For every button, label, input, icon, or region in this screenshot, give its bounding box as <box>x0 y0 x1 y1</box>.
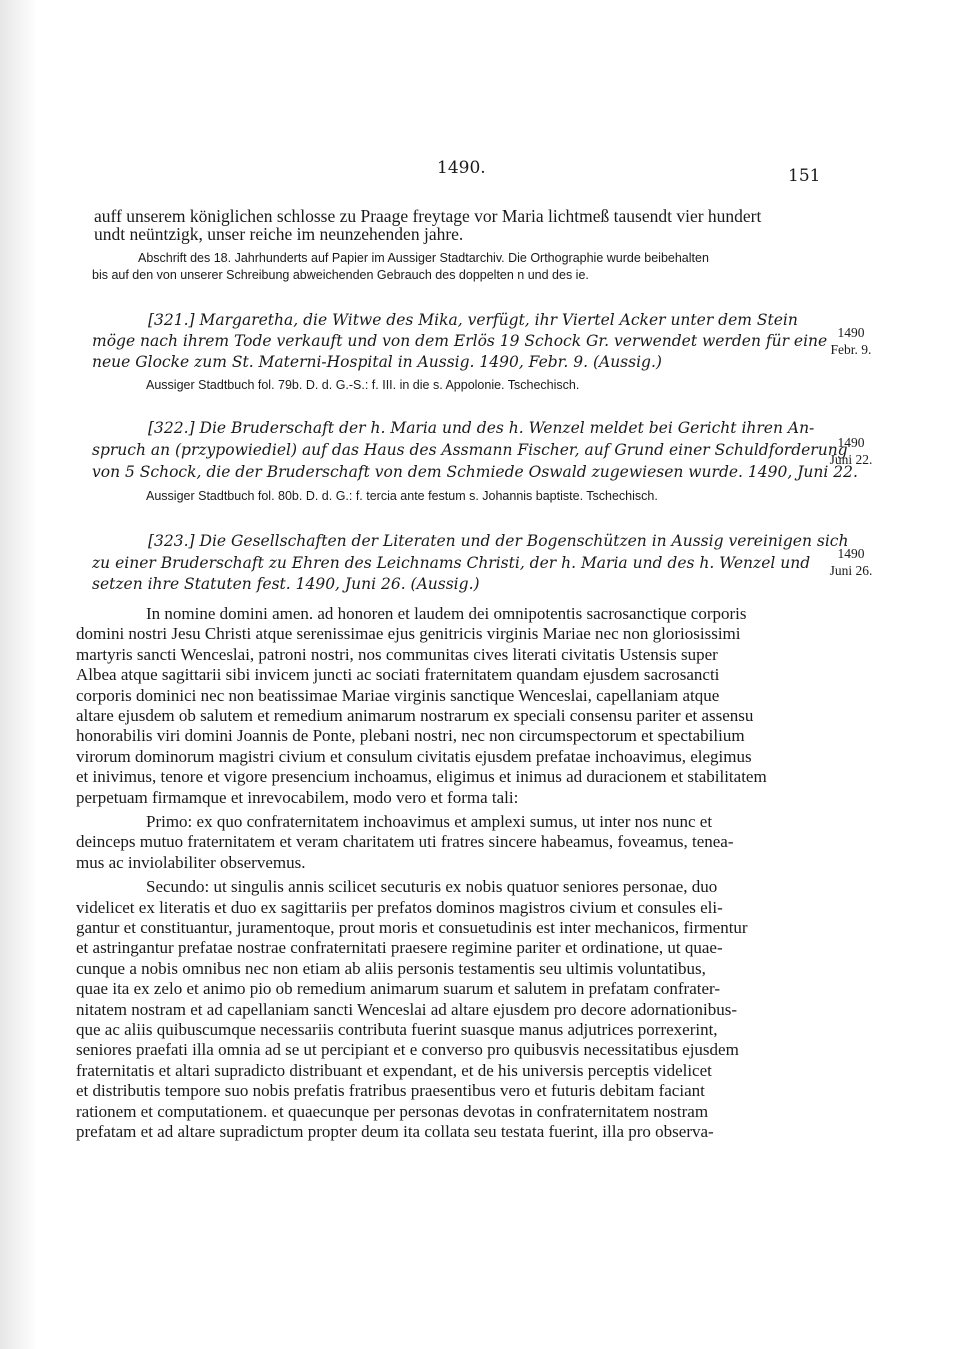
intro-line: auff unserem königlichen schlosse zu Praage freytage vor Maria lichtmeß tausendt vier hundert <box>94 206 762 226</box>
statute-line: deinceps mutuo fraternitatem et veram charitatem uti fratres sincere habeamus, foveamus, tenea- <box>76 832 734 852</box>
statute-line: honorabilis viri domini Joannis de Ponte, plebani nostri, nec non circumspectorum et spectabilium <box>76 726 745 746</box>
statute-line: quae ita ex zelo et animo pio ob remedium animarum suarum et salutem in prefatam confrater- <box>76 979 720 999</box>
statute-line: fraternitatis et altari supradicto distribuant et expendant, et de his universis perceptis videlicet <box>76 1060 712 1080</box>
entry-321-line: neue Glocke zum St. Materni-Hospital in Aussig. 1490, Febr. 9. (Aussig.) <box>92 353 662 371</box>
statute-line: et astringantur prefatae nostrae confraternitati praesere regimine pariter et ordinatione, ut quae- <box>76 938 723 958</box>
statute-line: Albea atque sagittarii sibi invicem juncti ac sociati fraternitatem quandam ejusdem sacrosancti <box>76 665 720 685</box>
entry-321-margin-date <box>820 324 882 358</box>
statute-line: et distributis tempore suo nobis prefatis fratribus praesentibus vero et futuris debitam faciant <box>76 1081 705 1101</box>
entry-322-line: [322.] Die Bruderschaft der h. Maria und des h. Wenzel meldet bei Gericht ihren An- <box>148 419 815 437</box>
entry-323-line: [323.] Die Gesellschaften der Literaten und der Bogenschützen in Aussig vereinigen sich <box>148 532 849 550</box>
statute-line: corporis dominici nec non beatissimae Mariae virginis sanctique Wenceslai, capellaniam atque <box>76 685 720 705</box>
statute-line: virorum dominorum magistri civium et consulum civitatis ejusdem prefatae inchoavimus, elegimus <box>76 746 752 766</box>
statute-line: Primo: ex quo confraternitatem inchoavimus et amplexi sumus, ut inter nos nunc et <box>146 812 713 831</box>
statute-line: gantur et constituantur, juramentoque, prout moris et consuetudinis est inter mechanicos, firmentur <box>76 918 748 937</box>
entry-322-line: spruch an (przypowiediel) auf das Haus des Assmann Fischer, auf Grund einer Schuldforderung <box>92 441 848 459</box>
statute-line: rationem et computationem. et quaecunque per personas devotas in confraternitatem nostram <box>76 1101 709 1121</box>
statute-line: que ac aliis quibuscumque necessariis contributa fuerint suasque manus adjutrices porrexerint, <box>76 1020 718 1039</box>
entry-323-line: setzen ihre Statuten fest. 1490, Juni 26. (Aussig.) <box>92 575 480 593</box>
statute-line: cunque a nobis omnibus nec non etiam ab aliis personis testamentis seu ultimis voluntatibus, <box>76 958 706 978</box>
intro-note-line: Abschrift des 18. Jahrhunderts auf Papier im Aussiger Stadtarchiv. Die Orthographie wurde beibehalten <box>138 251 709 265</box>
entry-321-line: [321.] Margaretha, die Witwe des Mika, verfügt, ihr Viertel Acker unter dem Stein <box>148 311 798 329</box>
statute-line: prefatam et ad altare supradictum propter deum ita collata seu testata fuerint, illa pro observa- <box>76 1122 714 1141</box>
margin-day: Juni 26. <box>829 563 873 578</box>
margin-year: 1490 <box>837 325 865 340</box>
statute-line: nitatem nostram et ad capellaniam sancti Wenceslai ad altare ejusdem pro decore adornationibus- <box>76 999 738 1019</box>
entry-321-source: Aussiger Stadtbuch fol. 79b. D. d. G.-S.: f. III. in die s. Appolonie. Tschechisch. <box>146 378 580 392</box>
running-head: 1490. <box>437 158 486 178</box>
margin-year: 1490 <box>837 546 865 561</box>
page-number: 151 <box>788 166 821 186</box>
intro-note-line: bis auf den von unserer Schreibung abweichenden Gebrauch des doppelten n und des ie. <box>92 268 589 282</box>
margin-day: Juni 22. <box>829 452 873 467</box>
statute-line: videlicet ex literatis et duo ex sagittariis per prefatos dominos magistros civium et consules eli- <box>76 897 723 917</box>
margin-day: Febr. 9. <box>830 342 872 357</box>
statute-line: domini nostri Jesu Christi atque serenissimae ejus genitricis virginis Mariae nec non gloriosissimi <box>76 624 741 644</box>
statute-line: martyris sancti Wenceslai, patroni nostri, nos communitas cives literati civitatis Ustensis super <box>76 644 718 664</box>
statute-line: In nomine domini amen. ad honoren et laudem dei omnipotentis sacrosanctique corporis <box>146 604 747 623</box>
intro-line: undt neüntzigk, unser reiche im neunzehenden jahre. <box>94 224 464 244</box>
entry-322-line: von 5 Schock, die der Bruderschaft von dem Schmiede Oswald zugewiesen wurde. 1490, Juni 22. <box>92 463 858 481</box>
statute-line: altare ejusdem ob salutem et remedium animarum nostrarum ex speciali consensu pariter et assensu <box>76 706 754 725</box>
statute-line: perpetuam firmamque et inrevocabilem, modo vero et forma tali: <box>76 787 519 807</box>
entry-321-line: möge nach ihrem Tode verkauft und von dem Erlös 19 Schock Gr. verwendet werden für eine <box>92 332 828 350</box>
margin-year: 1490 <box>837 435 865 450</box>
entry-322-source: Aussiger Stadtbuch fol. 80b. D. d. G.: f. tercia ante festum s. Johannis baptiste. Tschechisch. <box>146 489 658 503</box>
statute-line: mus ac inviolabiliter observemus. <box>76 852 306 872</box>
entry-322-margin-date <box>820 434 882 468</box>
statute-line: seniores praefati illa omnia ad se ut percipiant et e converso pro quibusvis necessitatibus ejusdem <box>76 1040 739 1060</box>
statute-line: et inivimus, tenore et vigore presencium inchoamus, eligimus et inimus ad duracionem et stabilitatem <box>76 767 767 787</box>
entry-323-margin-date <box>820 545 882 579</box>
entry-323-line: zu einer Bruderschaft zu Ehren des Leichnams Christi, der h. Maria und des h. Wenzel und <box>92 554 811 572</box>
statute-line: Secundo: ut singulis annis scilicet secuturis ex nobis quatuor seniores personae, duo <box>146 877 718 897</box>
